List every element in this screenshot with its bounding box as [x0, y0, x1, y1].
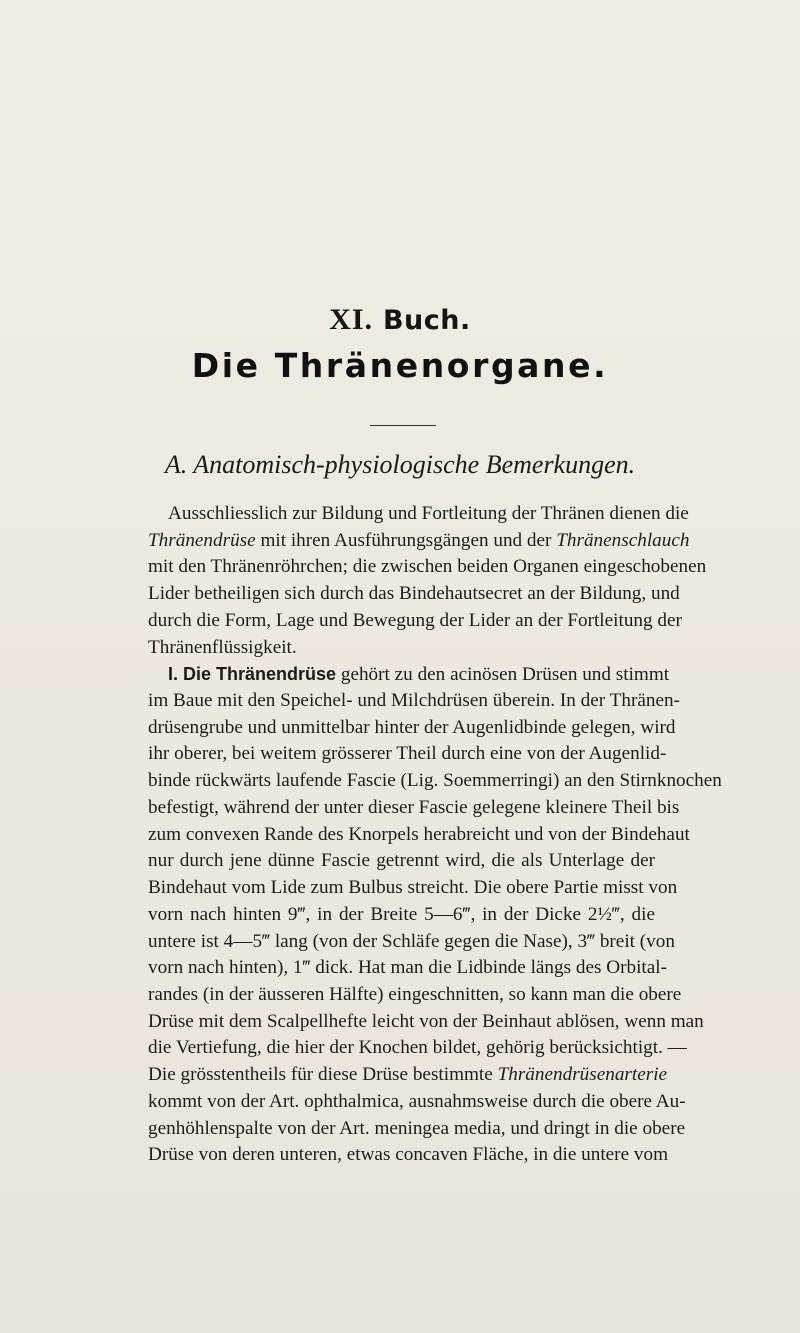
text-line: [148, 929, 675, 956]
text-line: [148, 1062, 668, 1089]
text-segment: Drüse mit dem Scalpellhefte leicht von der Beinhaut ablösen, wenn man: [148, 1010, 704, 1032]
text-segment: genhöhlenspalte von der Art. meningea media, und dringt in die obere: [148, 1117, 686, 1139]
text-segment: Lider betheiligen sich durch das Bindehautsecret an der Bildung, und: [148, 583, 680, 605]
text-line: [148, 661, 670, 688]
chapter-title: Die Thränenorgane.: [191, 346, 609, 385]
italic-term: Thränenschlauch: [556, 529, 690, 551]
text-segment: mit den Thränenröhrchen; die zwischen beiden Organen eingeschobenen: [148, 556, 707, 578]
text-segment: binde rückwärts laufende Fascie (Lig. Soemmerringi) an den Stirnknochen: [148, 770, 722, 792]
text-line: [148, 875, 678, 902]
text-line: [148, 1035, 687, 1062]
text-segment: Ausschliesslich zur Bildung und Fortleitung der Thränen dienen die: [168, 503, 689, 524]
text-line: [148, 955, 667, 982]
text-segment: vorn nach hinten 9‴, in der Breite 5—6‴, in der Dicke 2½‴, die: [148, 903, 655, 925]
text-segment: nur durch jene dünne Fascie getrennt wird, die als Unterlage der: [148, 850, 655, 872]
italic-term: Thränendrüse: [148, 529, 256, 551]
title-divider: [370, 425, 436, 426]
text-line: [148, 608, 682, 635]
text-segment: kommt von der Art. ophthalmica, ausnahmsweise durch die obere Au-: [148, 1090, 686, 1112]
text-line: [148, 715, 676, 742]
book-heading: [0, 303, 800, 337]
text-line: [148, 902, 655, 929]
text-line: [148, 1009, 704, 1036]
text-segment: untere ist 4—5‴ lang (von der Schläfe gegen die Nase), 3‴ breit (von: [148, 930, 675, 952]
text-segment: mit ihren Ausführungsgängen und der: [255, 529, 557, 551]
text-line: [148, 741, 667, 768]
body-text: [148, 501, 722, 1169]
text-line: [148, 795, 680, 822]
text-segment: Drüse von deren unteren, etwas concaven Fläche, in die untere vom: [148, 1144, 669, 1166]
text-line: [148, 635, 655, 662]
text-segment: Die grösstentheils für diese Drüse bestimmte: [148, 1064, 498, 1086]
book-number: XI.: [329, 303, 374, 336]
text-segment: drüsengrube und unmittelbar hinter der Augenlidbinde gelegen, wird: [148, 716, 676, 738]
text-segment: gehört zu den acinösen Drüsen und stimmt: [336, 664, 670, 686]
text-line: [148, 581, 680, 608]
text-line: [148, 1142, 669, 1169]
text-line: [148, 688, 680, 715]
text-segment: die Vertiefung, die hier der Knochen bildet, gehörig berücksichtigt. —: [148, 1037, 687, 1059]
text-segment: zum convexen Rande des Knorpels herabreicht und von der Bindehaut: [148, 823, 690, 845]
text-segment: ihr oberer, bei weitem grösserer Theil durch eine von der Augenlid-: [148, 743, 667, 765]
bold-term: I. Die Thränendrüse: [168, 664, 337, 685]
section-heading: A. Anatomisch-physiologische Bemerkungen.: [164, 450, 636, 479]
text-segment: durch die Form, Lage und Bewegung der Lider an der Fortleitung der: [148, 609, 682, 631]
italic-term: Thränendrüsenarterie: [497, 1064, 668, 1086]
text-line: [148, 554, 707, 581]
text-segment: Bindehaut vom Lide zum Bulbus streicht. Die obere Partie misst von: [148, 877, 678, 899]
text-segment: vorn nach hinten), 1‴ dick. Hat man die Lidbinde längs des Orbital-: [148, 957, 667, 979]
book-word: Buch.: [382, 305, 471, 336]
text-line: [148, 848, 655, 875]
text-segment: befestigt, während der unter dieser Fascie gelegene kleinere Theil bis: [148, 796, 680, 818]
text-segment: randes (in der äusseren Hälfte) eingeschnitten, so kann man die obere: [148, 983, 682, 1005]
text-line: [148, 822, 690, 849]
text-line: [148, 528, 690, 555]
text-line: [148, 982, 682, 1009]
text-line: [148, 768, 722, 795]
text-segment: im Baue mit den Speichel- und Milchdrüsen überein. In der Thränen-: [148, 690, 680, 712]
text-line: [148, 501, 689, 528]
text-line: [148, 1089, 686, 1116]
text-segment: Thränenflüssigkeit.: [148, 636, 297, 658]
text-line: [148, 1116, 686, 1143]
